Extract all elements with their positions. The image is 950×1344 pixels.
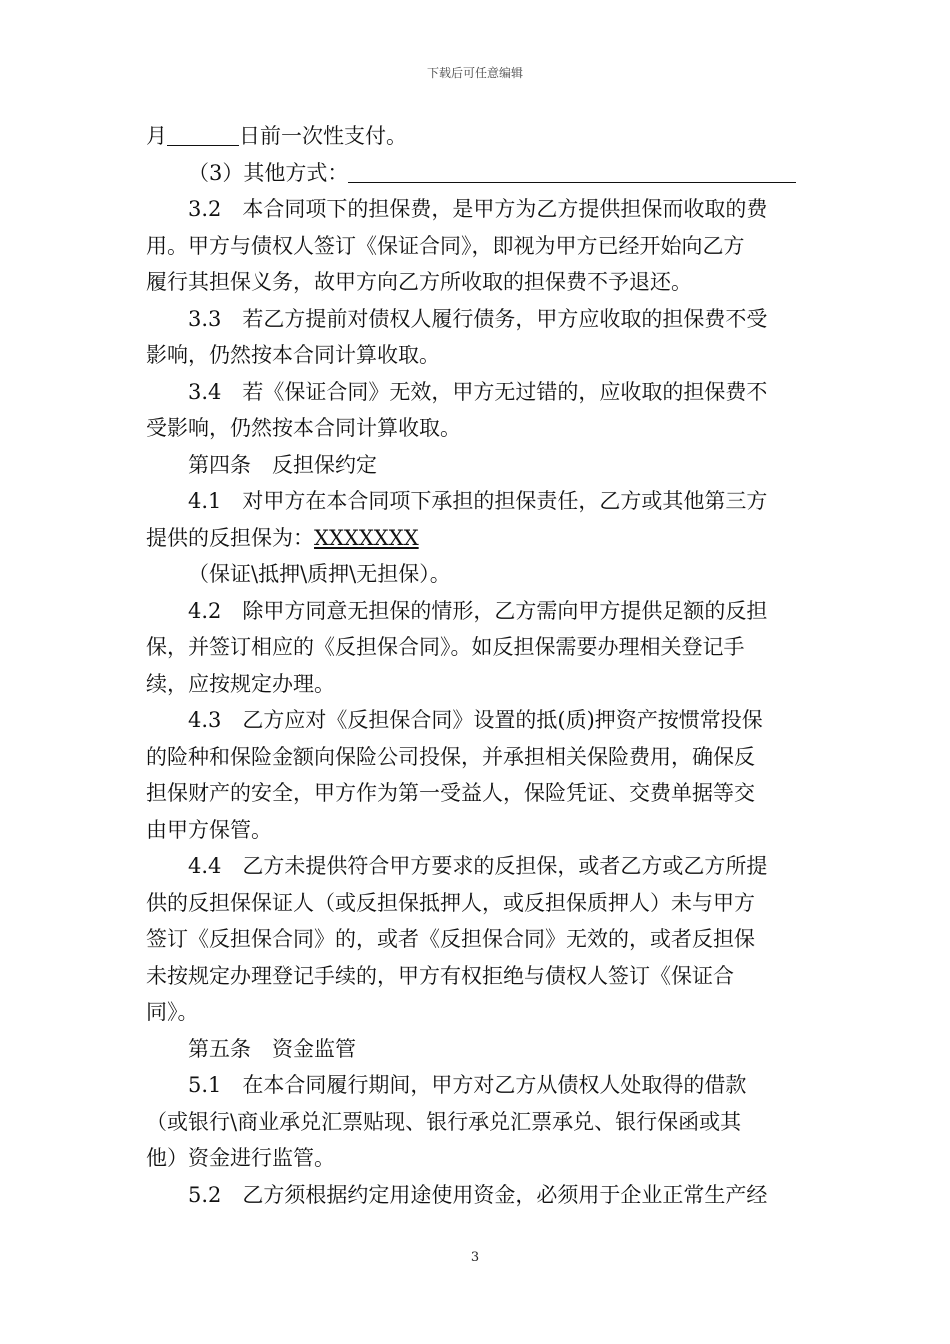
page-header: 下载后可任意编辑 [426,66,523,80]
text-line: 4.1 对甲方在本合同项下承担的担保责任，乙方或其他第三方 [188,489,768,513]
text-line: 4.2 除甲方同意无担保的情形，乙方需向甲方提供足额的反担 [188,598,768,623]
section-heading: 第四条 反担保约定 [188,452,377,477]
text-fragment: 月 [146,124,167,148]
text-line: 5.1 在本合同履行期间，甲方对乙方从债权人处取得的借款 [188,1073,747,1097]
text-fragment: （3）其他方式： [188,160,349,185]
text-line: 签订《反担保合同》的，或者《反担保合同》无效的，或者反担保 [146,927,755,951]
underlined-value: XXXXXXX [314,525,419,550]
text-line: 4.4 乙方未提供符合甲方要求的反担保，或者乙方或乙方所提 [188,854,768,878]
fill-in-blank [348,160,796,183]
fill-in-blank [167,123,239,146]
text-line: 受影响，仍然按本合同计算收取。 [146,416,461,440]
text-line [146,118,806,155]
page-number: 3 [470,1250,480,1265]
text-line: 5.2 乙方须根据约定用途使用资金，必须用于企业正常生产经 [188,1182,768,1207]
text-fragment: 提供的反担保为： [146,525,314,550]
text-line: 履行其担保义务，故甲方向乙方所收取的担保费不予退还。 [146,270,692,294]
text-line: （或银行\商业承兑汇票贴现、银行承兑汇票承兑、银行保函或其 [146,1109,742,1134]
text-line [146,520,806,557]
text-line: 担保财产的安全，甲方作为第一受益人，保险凭证、交费单据等交 [146,781,755,805]
text-line [146,155,806,192]
section-heading: 第五条 资金监管 [188,1036,356,1061]
text-line: 3.3 若乙方提前对债权人履行债务，甲方应收取的担保费不受 [188,306,768,331]
text-line: 由甲方保管。 [146,817,272,842]
text-fragment: 日前一次性支付。 [239,124,407,148]
text-line: 供的反担保保证人（或反担保抵押人，或反担保质押人）未与甲方 [146,890,755,915]
text-line: 他）资金进行监管。 [146,1146,335,1170]
text-line: 4.3 乙方应对《反担保合同》设置的抵(质)押资产按惯常投保 [188,708,763,732]
text-line: （保证\抵押\质押\无担保）。 [188,562,451,586]
document-body [146,118,806,1213]
text-line: 3.2 本合同项下的担保费，是甲方为乙方提供担保而收取的费 [188,197,768,221]
text-line: 未按规定办理登记手续的，甲方有权拒绝与债权人签订《保证合 [146,963,734,988]
text-line: 影响，仍然按本合同计算收取。 [146,343,440,367]
text-line: 3.4 若《保证合同》无效，甲方无过错的，应收取的担保费不 [188,379,768,404]
text-line: 保，并签订相应的《反担保合同》。如反担保需要办理相关登记手 [146,635,745,659]
text-line: 用。甲方与债权人签订《保证合同》，即视为甲方已经开始向乙方 [146,233,745,258]
text-line: 的险种和保险金额向保险公司投保，并承担相关保险费用，确保反 [146,744,755,769]
text-line: 同》。 [146,1000,199,1024]
text-line: 续，应按规定办理。 [146,671,335,696]
